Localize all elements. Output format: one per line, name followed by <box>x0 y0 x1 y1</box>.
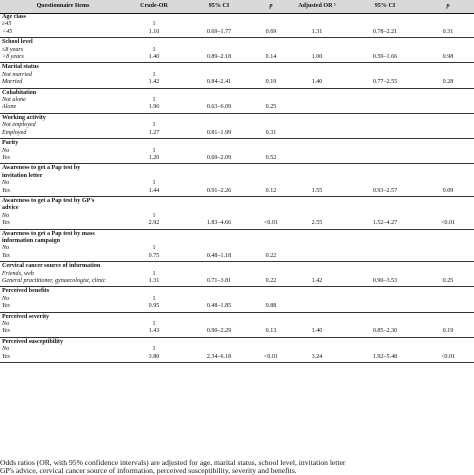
adjusted-ci-cell <box>348 296 422 303</box>
crude-or-cell: 1 <box>152 71 156 78</box>
adjusted-or-cell <box>286 72 348 79</box>
table-section-row <box>0 287 474 296</box>
crude-p-cell <box>256 122 286 129</box>
adjusted-ci-cell <box>348 271 422 278</box>
table-header-row <box>0 0 474 14</box>
crude-or-cell: 1.42 <box>126 79 182 88</box>
crude-p-cell <box>256 245 286 252</box>
adjusted-p-cell <box>422 303 474 312</box>
table-row <box>0 148 474 155</box>
crude-ci-cell <box>182 148 256 155</box>
adjusted-ci-cell <box>348 122 422 129</box>
crude-ci-cell <box>182 321 256 328</box>
adjusted-p-cell <box>422 47 474 54</box>
crude-ci-cell: 0.84–2.41 <box>182 79 256 88</box>
crude-p-cell <box>256 148 286 155</box>
row-label: Yes <box>0 303 126 312</box>
crude-p-cell: 0.52 <box>256 155 286 164</box>
row-label: Yes <box>0 155 126 164</box>
adjusted-p-cell <box>422 253 474 262</box>
crude-or-cell: 1.44 <box>126 188 182 197</box>
section-title: Parity <box>2 140 19 147</box>
crude-p-cell <box>256 213 286 220</box>
section-title: Cervical cancer source of information <box>2 263 101 270</box>
table-section-row <box>0 312 474 321</box>
adjusted-p-cell <box>422 213 474 220</box>
crude-ci-cell: 0.91–2.26 <box>182 188 256 197</box>
adjusted-p-cell: 0.98 <box>422 54 474 63</box>
section-title: Awareness to get a Pap test by GP's advice <box>2 197 95 212</box>
crude-ci-cell: 2.34–6.18 <box>182 354 256 363</box>
section-title: Cohabitation <box>2 89 37 96</box>
crude-p-cell: 0.88 <box>256 303 286 312</box>
adjusted-ci-cell <box>348 104 422 113</box>
adjusted-ci-cell <box>348 303 422 312</box>
row-label: Not married <box>2 71 32 78</box>
crude-p-cell <box>256 180 286 187</box>
adjusted-ci-cell <box>348 346 422 353</box>
crude-or-cell: 1 <box>152 295 156 302</box>
adjusted-p-cell <box>422 271 474 278</box>
adjusted-p-cell <box>422 245 474 252</box>
crude-ci-cell: 0.63–6.09 <box>182 104 256 113</box>
adjusted-p-cell: <0.01 <box>422 354 474 363</box>
crude-p-cell: <0.01 <box>256 354 286 363</box>
crude-or-cell: 1 <box>152 122 156 129</box>
crude-or-cell: 0.75 <box>126 253 182 262</box>
table-row <box>0 130 474 139</box>
crude-p-cell <box>256 271 286 278</box>
crude-ci-cell: 0.69–1.77 <box>182 29 256 38</box>
table-row <box>0 180 474 187</box>
crude-ci-cell <box>182 271 256 278</box>
adjusted-p-cell <box>422 346 474 353</box>
table-row <box>0 253 474 262</box>
table-row <box>0 72 474 79</box>
section-title: Perceived severity <box>2 313 50 320</box>
table-section-row <box>0 14 474 22</box>
header-adjusted-p: p <box>422 0 474 14</box>
header-crude-ci: 95% CI <box>182 0 256 14</box>
crude-p-cell: 0.31 <box>256 130 286 139</box>
crude-p-cell: 0.13 <box>256 328 286 337</box>
section-title: Awareness to get a Pap test by mass information campaign <box>2 230 95 244</box>
adjusted-or-cell: 1.40 <box>286 79 348 88</box>
crude-p-cell: 0.25 <box>256 104 286 113</box>
adjusted-p-cell <box>422 296 474 303</box>
adjusted-p-cell <box>422 321 474 328</box>
crude-p-cell: 0.12 <box>256 188 286 197</box>
adjusted-p-cell <box>422 104 474 113</box>
row-label: Employed <box>0 130 126 139</box>
adjusted-ci-cell: 0.90–3.53 <box>348 278 422 287</box>
crude-ci-cell <box>182 346 256 353</box>
crude-p-cell: 0.69 <box>256 29 286 38</box>
footnote-line-2: GP's advice, cervical cancer source of information, perceived susceptibility, severity and benefits. <box>0 466 297 475</box>
crude-ci-cell: 0.71–3.81 <box>182 278 256 287</box>
crude-p-cell: 0.22 <box>256 278 286 287</box>
crude-ci-cell <box>182 296 256 303</box>
adjusted-or-cell <box>286 296 348 303</box>
crude-or-cell: 1.20 <box>126 155 182 164</box>
row-label: Yes <box>0 220 126 229</box>
adjusted-p-cell: <0.01 <box>422 220 474 229</box>
row-label: General practitioner, gynaecologist, clinic <box>0 278 126 287</box>
section-title: Marital status <box>2 64 39 71</box>
adjusted-or-cell <box>286 245 348 252</box>
table-section-row <box>0 337 474 346</box>
crude-p-cell: 0.22 <box>256 253 286 262</box>
adjusted-or-cell <box>286 253 348 262</box>
crude-or-cell: 1.10 <box>126 29 182 38</box>
crude-or-cell: 1.27 <box>126 130 182 139</box>
adjusted-ci-cell: 0.93–2.57 <box>348 188 422 197</box>
adjusted-ci-cell: 1.92–5.48 <box>348 354 422 363</box>
adjusted-ci-cell <box>348 72 422 79</box>
row-label: No <box>2 321 10 328</box>
crude-ci-cell: 0.69–2.09 <box>182 155 256 164</box>
row-label: No <box>2 346 10 353</box>
crude-ci-cell <box>182 122 256 129</box>
table-row <box>0 271 474 278</box>
table-section-row <box>0 196 474 212</box>
table-footnote <box>0 459 474 475</box>
adjusted-or-cell <box>286 303 348 312</box>
adjusted-ci-cell: 0.77–2.55 <box>348 79 422 88</box>
section-title: Perceived benefits <box>2 288 50 295</box>
adjusted-or-cell <box>286 21 348 28</box>
crude-or-cell: 1 <box>152 212 156 219</box>
table-row <box>0 188 474 197</box>
adjusted-ci-cell <box>348 321 422 328</box>
crude-or-cell: 2.92 <box>126 220 182 229</box>
row-label: Yes <box>0 328 126 337</box>
row-label: No <box>2 180 10 187</box>
table-row <box>0 296 474 303</box>
table-row <box>0 278 474 287</box>
adjusted-or-cell: 1.42 <box>286 278 348 287</box>
adjusted-or-cell <box>286 213 348 220</box>
crude-ci-cell: 1.83–4.66 <box>182 220 256 229</box>
crude-p-cell: 0.19 <box>256 79 286 88</box>
row-label: ≤8 years <box>2 46 24 53</box>
crude-or-cell: 1 <box>152 270 156 277</box>
adjusted-p-cell <box>422 21 474 28</box>
table-body <box>0 14 474 363</box>
crude-p-cell <box>256 346 286 353</box>
crude-ci-cell <box>182 245 256 252</box>
table-row <box>0 54 474 63</box>
table-row <box>0 104 474 113</box>
crude-ci-cell <box>182 72 256 79</box>
row-label: Yes <box>0 188 126 197</box>
table-row <box>0 29 474 38</box>
adjusted-or-cell <box>286 321 348 328</box>
crude-p-cell <box>256 321 286 328</box>
crude-p-cell <box>256 296 286 303</box>
crude-or-cell: 0.95 <box>126 303 182 312</box>
adjusted-or-cell: 1.40 <box>286 328 348 337</box>
header-adjusted-or: Adjusted OR ¹ <box>286 0 348 14</box>
header-crude-p: p <box>256 0 286 14</box>
table-section-row <box>0 262 474 271</box>
adjusted-or-cell <box>286 97 348 104</box>
adjusted-ci-cell <box>348 47 422 54</box>
adjusted-ci-cell <box>348 148 422 155</box>
table-row <box>0 328 474 337</box>
crude-p-cell: 0.14 <box>256 54 286 63</box>
table-row <box>0 213 474 220</box>
table-section-row <box>0 38 474 47</box>
crude-ci-cell: 0.90–2.29 <box>182 328 256 337</box>
adjusted-p-cell <box>422 180 474 187</box>
adjusted-or-cell <box>286 130 348 139</box>
row-label: Not employed <box>2 122 36 129</box>
row-label: No <box>2 147 10 154</box>
crude-p-cell <box>256 72 286 79</box>
adjusted-p-cell <box>422 155 474 164</box>
crude-ci-cell: 0.48–1.18 <box>182 253 256 262</box>
table-row <box>0 21 474 28</box>
footnote-line-1: Odds ratios (OR, with 95% confidence intervals) are adjusted for age, marital status, school level, invitation letter <box>0 458 346 467</box>
adjusted-ci-cell <box>348 97 422 104</box>
crude-ci-cell: 0.48–1.85 <box>182 303 256 312</box>
crude-ci-cell: 0.89–2.18 <box>182 54 256 63</box>
adjusted-or-cell <box>286 346 348 353</box>
table-row <box>0 303 474 312</box>
crude-or-cell: 1.40 <box>126 54 182 63</box>
crude-or-cell: 1 <box>152 97 156 104</box>
row-label: No <box>2 245 10 252</box>
row-label: No <box>2 212 10 219</box>
table-row <box>0 354 474 363</box>
row-label: Not alone <box>2 97 26 104</box>
table-row <box>0 47 474 54</box>
row-label: Friends, web <box>2 270 34 277</box>
table-row <box>0 97 474 104</box>
crude-or-cell: 1 <box>152 147 156 154</box>
table-section-row <box>0 164 474 180</box>
table-row <box>0 245 474 252</box>
adjusted-ci-cell: 1.52–4.27 <box>348 220 422 229</box>
adjusted-or-cell <box>286 122 348 129</box>
row-label: <45 <box>0 29 126 38</box>
adjusted-ci-cell <box>348 180 422 187</box>
header-questionnaire-items: Questionnaire Items <box>0 0 126 14</box>
adjusted-p-cell: 0.19 <box>422 328 474 337</box>
adjusted-or-cell: 1.00 <box>286 54 348 63</box>
table-section-row <box>0 229 474 245</box>
adjusted-p-cell <box>422 97 474 104</box>
table-section-row <box>0 139 474 148</box>
adjusted-p-cell <box>422 72 474 79</box>
adjusted-p-cell: 0.09 <box>422 188 474 197</box>
row-label: Alone <box>0 104 126 113</box>
adjusted-ci-cell <box>348 21 422 28</box>
crude-or-cell: 1 <box>152 245 156 252</box>
section-title: School level <box>2 39 33 46</box>
adjusted-p-cell: 0.28 <box>422 79 474 88</box>
crude-p-cell <box>256 97 286 104</box>
adjusted-p-cell <box>422 130 474 139</box>
header-adjusted-ci: 95% CI <box>348 0 422 14</box>
adjusted-ci-cell <box>348 253 422 262</box>
crude-or-cell: 1.31 <box>126 278 182 287</box>
adjusted-ci-cell: 0.59–1.66 <box>348 54 422 63</box>
crude-ci-cell <box>182 47 256 54</box>
table-section-row <box>0 63 474 72</box>
adjusted-or-cell: 1.31 <box>286 29 348 38</box>
crude-or-cell: 1.43 <box>126 328 182 337</box>
row-label: Yes <box>0 354 126 363</box>
crude-or-cell: 3.80 <box>126 354 182 363</box>
row-label: ≥45 <box>2 21 12 28</box>
adjusted-ci-cell <box>348 155 422 164</box>
adjusted-ci-cell <box>348 245 422 252</box>
header-crude-or: Crude-OR <box>126 0 182 14</box>
adjusted-p-cell <box>422 148 474 155</box>
crude-ci-cell <box>182 213 256 220</box>
adjusted-or-cell: 2.55 <box>286 220 348 229</box>
adjusted-p-cell <box>422 122 474 129</box>
adjusted-or-cell <box>286 180 348 187</box>
table-row <box>0 321 474 328</box>
table-row <box>0 346 474 353</box>
adjusted-ci-cell: 0.78–2.21 <box>348 29 422 38</box>
crude-or-cell: 1 <box>152 321 156 328</box>
crude-p-cell <box>256 47 286 54</box>
crude-or-cell: 1.96 <box>126 104 182 113</box>
adjusted-or-cell: 3.24 <box>286 354 348 363</box>
crude-or-cell: 1 <box>152 46 156 53</box>
adjusted-or-cell <box>286 271 348 278</box>
row-label: >8 years <box>0 54 126 63</box>
adjusted-p-cell: 0.31 <box>422 29 474 38</box>
crude-ci-cell <box>182 97 256 104</box>
table-row <box>0 220 474 229</box>
table-section-row <box>0 113 474 122</box>
adjusted-p-cell: 0.25 <box>422 278 474 287</box>
table-row <box>0 155 474 164</box>
adjusted-or-cell <box>286 148 348 155</box>
section-title: Perceived susceptibility <box>2 338 63 345</box>
table-row <box>0 79 474 88</box>
table-row <box>0 122 474 129</box>
section-title: Awareness to get a Pap test by invitation letter <box>2 165 81 179</box>
adjusted-or-cell <box>286 47 348 54</box>
crude-ci-cell <box>182 21 256 28</box>
crude-p-cell: <0.01 <box>256 220 286 229</box>
adjusted-or-cell <box>286 155 348 164</box>
row-label: No <box>2 295 10 302</box>
adjusted-or-cell: 1.55 <box>286 188 348 197</box>
crude-ci-cell <box>182 180 256 187</box>
row-label: Yes <box>0 253 126 262</box>
crude-p-cell <box>256 21 286 28</box>
adjusted-ci-cell <box>348 213 422 220</box>
adjusted-ci-cell <box>348 130 422 139</box>
crude-or-cell: 1 <box>152 21 156 28</box>
crude-or-cell: 1 <box>152 346 156 353</box>
crude-or-cell: 1 <box>152 180 156 187</box>
table-section-row <box>0 88 474 97</box>
section-title: Working activity <box>2 114 46 121</box>
adjusted-ci-cell: 0.85–2.30 <box>348 328 422 337</box>
crude-ci-cell: 0.81–1.99 <box>182 130 256 139</box>
row-label: Married <box>0 79 126 88</box>
adjusted-or-cell <box>286 104 348 113</box>
section-title: Age class <box>2 14 26 20</box>
